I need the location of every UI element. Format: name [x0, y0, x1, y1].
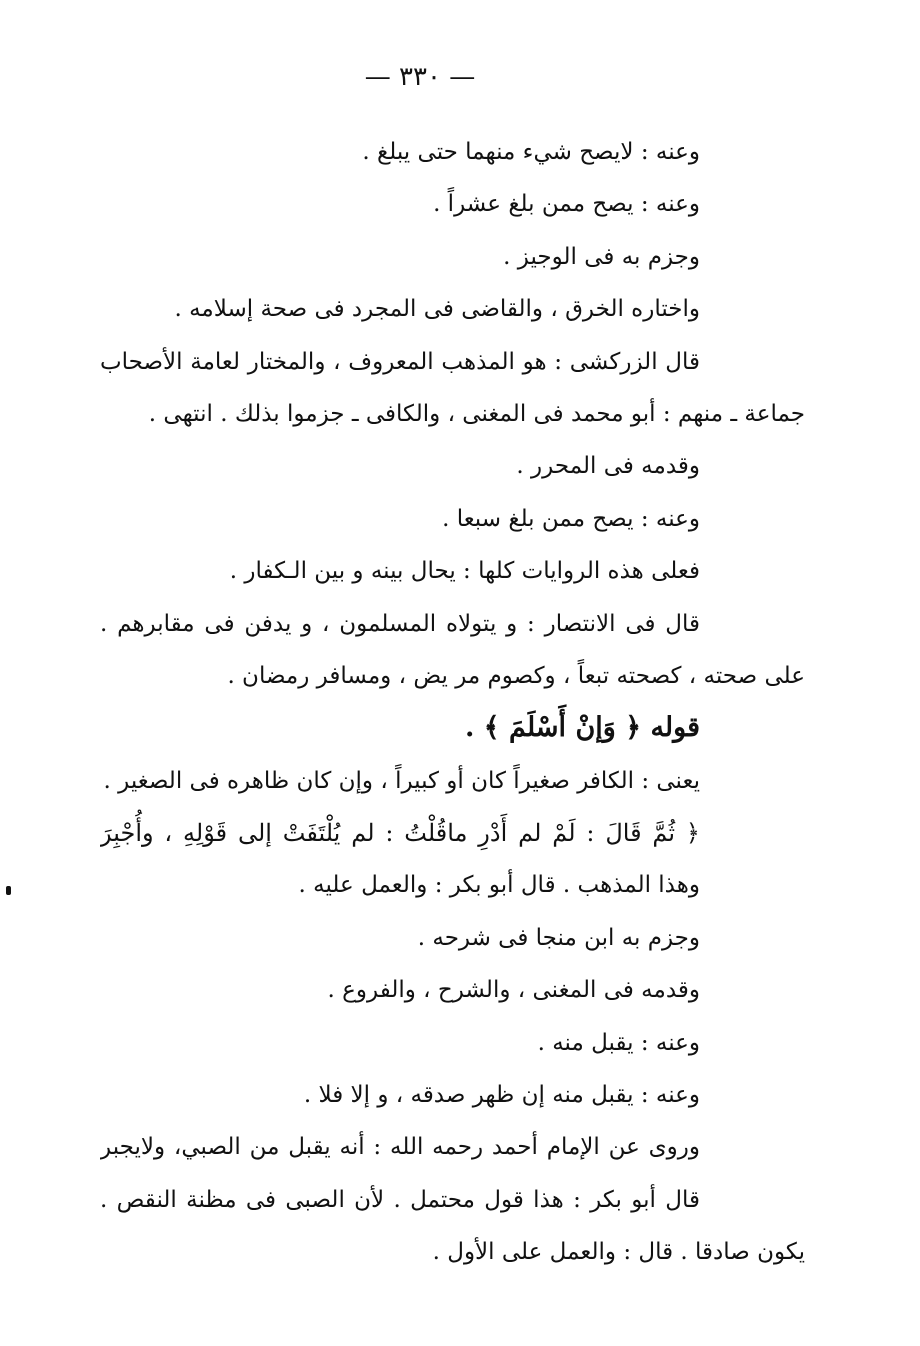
text-line: قال أبو بكر : هذا قول محتمل . لأن الصبى فى مظنة النقص .: [100, 1186, 700, 1213]
section-heading: قوله ﴿ وَإنْ أَسْلَمَ ﴾ .: [465, 712, 700, 744]
text-line: وقدمه فى المغنى ، والشرح ، والفروع .: [327, 977, 700, 1004]
scan-mark: [6, 886, 11, 895]
text-line: وعنه : يصح ممن بلغ عشراً .: [433, 191, 700, 218]
text-line: وجزم به فى الوجيز .: [503, 243, 700, 270]
text-line: قال الزركشى : هو المذهب المعروف ، والمختار لعامة الأصحاب: [100, 348, 700, 375]
text-line: يعنى : الكافر صغيراً كان أو كبيراً ، وإن كان ظاهره فى الصغير .: [103, 767, 700, 794]
text-line: قال فى الانتصار : و يتولاه المسلمون ، و يدفن فى مقابرهم .: [100, 610, 700, 637]
page-number: — ٣٣٠ —: [364, 62, 476, 92]
text-line: واختاره الخرق ، والقاضى فى المجرد فى صحة إسلامه .: [174, 296, 700, 323]
text-line: وعنه : يصح ممن بلغ سبعا .: [442, 505, 700, 532]
text-line: وجزم به ابن منجا فى شرحه .: [417, 924, 700, 951]
text-line: على صحته ، كصحته تبعاً ، وكصوم مر يض ، ومسافر رمضان .: [227, 662, 805, 689]
text-line: فعلى هذه الروايات كلها : يحال بينه و بين الـكفار .: [229, 558, 700, 585]
text-line: يكون صادقا . قال : والعمل على الأول .: [432, 1239, 805, 1266]
quoted-matn: ﴿ ثُمَّ قَالَ : لَمْ لم أَدْرِ ماقُلْتُ : لم يُلْتَفَتْ إلى قَوْلِهِ ، وأُجْبِرَ: [100, 819, 700, 848]
text-line: وعنه : لايصح شيء منهما حتى يبلغ .: [362, 139, 700, 165]
text-line: وعنه : يقبل منه إن ظهر صدقه ، و إلا فلا .: [303, 1082, 700, 1109]
body-text: [100, 126, 805, 1279]
text-line: جماعة ـ منهم : أبو محمد فى المغنى ، والكافى ـ جزموا بذلك . انتهى .: [148, 400, 805, 427]
text-line: وروى عن الإمام أحمد رحمه الله : أنه يقبل من الصبي، ولايجبر: [100, 1134, 700, 1161]
text-line: وعنه : يقبل منه .: [537, 1029, 700, 1056]
text-line: وقدمه فى المحرر .: [516, 453, 700, 480]
text-line: وهذا المذهب . قال أبو بكر : والعمل عليه .: [298, 872, 700, 899]
